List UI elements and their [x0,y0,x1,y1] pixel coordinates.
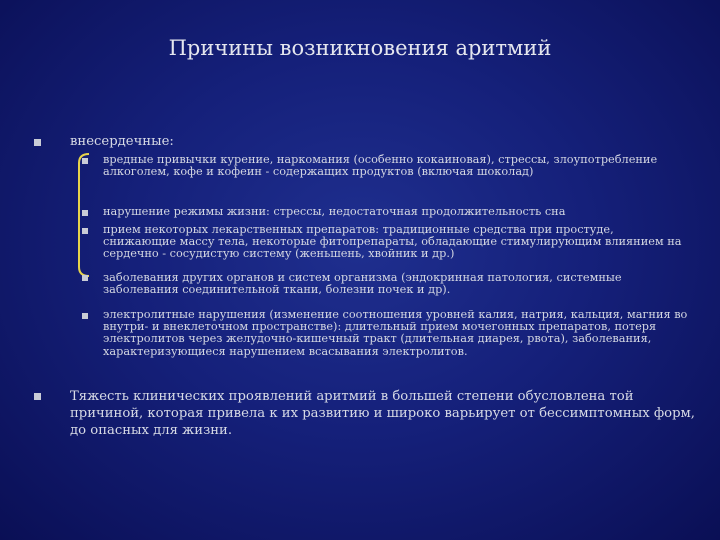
list-item: заболевания других органов и систем организма (эндокринная патология, системные заболевания соединительной ткани, болезни почек и др). [103,271,622,297]
bullet-square-icon [34,393,41,400]
bullet-square-icon [82,228,88,234]
list-item: электролитные нарушения (изменение соотношения уровней калия, натрия, кальция, магния во внутри- и внеклеточном пространстве): длительный прием мочегонных препаратов, потеря электролитов через желудочно-кишечный тракт (длительная диарея, рвота), заболевания, характеризующиеся нарушением всасывания электролитов. [103,308,688,358]
bullet-square-icon [82,313,88,319]
list-item: прием некоторых лекарственных препаратов: традиционные средства при простуде, снижающие массу тела, некоторые фитопрепараты, обладающие стимулирующим влиянием на сердечно - сосудистую систему (женьшень, хвойник и др.) [103,223,682,261]
bullet-square-icon [34,139,41,146]
list-item: вредные привычки курение, наркомания (особенно кокаиновая), стрессы, злоупотребление алкоголем, кофе и кофеин - содержащих продуктов (включая шоколад) [103,153,658,179]
bullet-square-icon [82,275,88,281]
level1-heading: внесердечные: [70,134,174,149]
slide-title: Причины возникновения аритмий [168,36,552,60]
conclusion-text: Тяжесть клинических проявлений аритмий в большей степени обусловлена той причиной, которая привела к их развитию и широко варьирует от бессимптомных форм, до опасных для жизни. [70,389,695,438]
bullet-square-icon [82,210,88,216]
bullet-square-icon [82,158,88,164]
list-item: нарушение режимы жизни: стрессы, недостаточная продолжительность сна [103,205,566,218]
